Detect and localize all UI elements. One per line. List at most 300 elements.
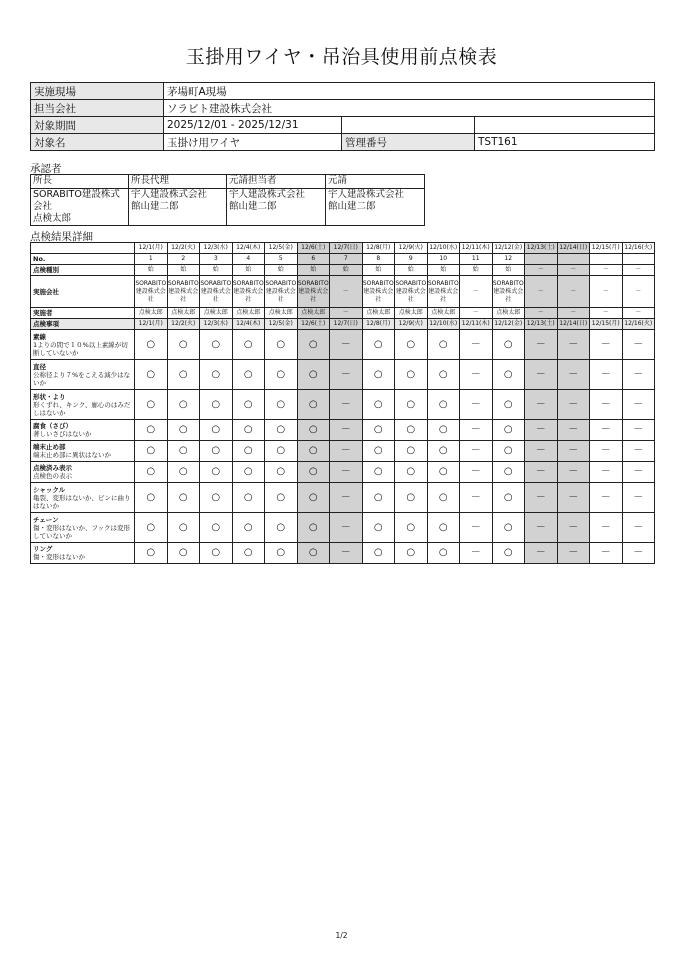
inspector-cell: － <box>525 308 558 319</box>
mark-cell: － <box>460 360 493 390</box>
mgmt-label: 管理番号 <box>342 134 475 151</box>
company-cell: SORABITO建設株式会社 <box>200 276 233 308</box>
company-cell: － <box>330 276 363 308</box>
type-cell: 始 <box>167 265 200 276</box>
mark-cell: ○ <box>265 483 298 513</box>
inspector-cell: 点検太郎 <box>427 308 460 319</box>
inspector-cell: 点検太郎 <box>167 308 200 319</box>
mark-cell: － <box>590 483 623 513</box>
mark-cell: ○ <box>427 390 460 420</box>
mark-cell: ○ <box>200 483 233 513</box>
mark-cell: ○ <box>492 483 525 513</box>
date-cell: 12/2(火) <box>167 319 200 330</box>
mark-cell: ○ <box>297 462 330 483</box>
date-cell: 12/7(日) <box>330 319 363 330</box>
mark-cell: － <box>460 513 493 543</box>
results-row-item <box>31 513 655 543</box>
type-cell: 始 <box>330 265 363 276</box>
date-cell: 12/4(木) <box>232 243 265 254</box>
document-title: 玉掛用ワイヤ・吊治具使用前点検表 <box>185 46 498 68</box>
results-row-item <box>31 390 655 420</box>
type-cell: － <box>622 265 655 276</box>
no-cell: 8 <box>362 254 395 265</box>
mark-cell: ○ <box>492 360 525 390</box>
results-row-item <box>31 420 655 441</box>
mark-cell: ○ <box>265 441 298 462</box>
mark-cell: ○ <box>135 330 168 360</box>
date-cell: 12/9(火) <box>395 243 428 254</box>
company-cell: － <box>460 276 493 308</box>
mark-cell: ○ <box>427 360 460 390</box>
mark-cell: ○ <box>492 420 525 441</box>
mark-cell: ○ <box>297 360 330 390</box>
mark-cell: ○ <box>167 462 200 483</box>
mark-cell: ○ <box>135 462 168 483</box>
mark-cell: ○ <box>200 330 233 360</box>
date-cell: 12/6(土) <box>297 243 330 254</box>
mark-cell: ○ <box>232 330 265 360</box>
item-name: 端末止め部 <box>33 443 66 451</box>
mark-cell: ○ <box>265 420 298 441</box>
mark-cell: ○ <box>167 330 200 360</box>
date-cell: 12/15(月) <box>590 243 623 254</box>
date-cell: 12/8(月) <box>362 319 395 330</box>
mark-cell: ○ <box>297 330 330 360</box>
mark-cell: － <box>590 420 623 441</box>
mark-cell: ○ <box>362 441 395 462</box>
approver-cell-4 <box>326 189 425 226</box>
mark-cell: ○ <box>427 543 460 564</box>
approver-person: 館山建二郎 <box>131 201 179 212</box>
mark-cell: ○ <box>200 441 233 462</box>
mark-cell: － <box>525 462 558 483</box>
mark-cell: ○ <box>265 543 298 564</box>
mark-cell: ○ <box>167 543 200 564</box>
item-name: 直径 <box>33 362 46 371</box>
item-desc: 1よりの間で１０%以上素線が切断していないか <box>33 340 128 357</box>
mark-cell: － <box>622 441 655 462</box>
mark-cell: ○ <box>232 462 265 483</box>
mark-cell: － <box>330 360 363 390</box>
date-cell: 12/11(木) <box>460 243 493 254</box>
results-row-item <box>31 543 655 564</box>
company-cell: SORABITO建設株式会社 <box>395 276 428 308</box>
mark-cell: ○ <box>232 441 265 462</box>
page-number: 1/2 <box>335 931 348 940</box>
item-name: リング <box>33 545 53 553</box>
mark-cell: ○ <box>232 513 265 543</box>
item-desc: 端末止め部に異状はないか <box>33 451 111 459</box>
mgmt-value: TST161 <box>475 134 655 151</box>
period-empty-2 <box>475 117 655 134</box>
mark-cell: ○ <box>200 543 233 564</box>
mark-cell: ○ <box>200 420 233 441</box>
mark-cell: ○ <box>297 543 330 564</box>
mark-cell: ○ <box>395 360 428 390</box>
date-cell: 12/1(月) <box>135 319 168 330</box>
inspector-cell: － <box>557 308 590 319</box>
date-cell: 12/2(火) <box>167 243 200 254</box>
type-cell: 始 <box>297 265 330 276</box>
mark-cell: － <box>590 462 623 483</box>
company-cell: SORABITO建設株式会社 <box>232 276 265 308</box>
mark-cell: － <box>330 420 363 441</box>
item-name: シャックル <box>33 485 66 494</box>
mark-cell: ○ <box>297 390 330 420</box>
type-cell: 始 <box>395 265 428 276</box>
company-cell: SORABITO建設株式会社 <box>167 276 200 308</box>
period-value: 2025/12/01 - 2025/12/31 <box>164 117 342 134</box>
mark-cell: ○ <box>167 360 200 390</box>
item-label <box>31 483 135 513</box>
mark-cell: ○ <box>297 513 330 543</box>
item-label <box>31 513 135 543</box>
mark-cell: ○ <box>362 420 395 441</box>
mark-cell: － <box>330 513 363 543</box>
period-empty-1 <box>342 117 475 134</box>
mark-cell: － <box>330 441 363 462</box>
item-name: 点検済み表示 <box>33 464 72 472</box>
type-cell: 始 <box>362 265 395 276</box>
date-cell: 12/4(木) <box>232 319 265 330</box>
mark-cell: ○ <box>395 543 428 564</box>
target-label: 対象名 <box>31 134 164 151</box>
approver-person: 館山建二郎 <box>328 201 376 212</box>
mark-cell: ○ <box>492 543 525 564</box>
mark-cell: － <box>330 462 363 483</box>
approver-cell-2 <box>129 189 227 226</box>
mark-cell: － <box>622 543 655 564</box>
mark-cell: － <box>590 513 623 543</box>
type-cell: 始 <box>200 265 233 276</box>
company-cell: SORABITO建設株式会社 <box>265 276 298 308</box>
row-label: 実施会社 <box>31 276 135 308</box>
mark-cell: － <box>557 483 590 513</box>
mark-cell: ○ <box>135 543 168 564</box>
mark-cell: ○ <box>265 462 298 483</box>
type-cell: 始 <box>265 265 298 276</box>
no-cell: 12 <box>492 254 525 265</box>
inspector-cell: 点検太郎 <box>395 308 428 319</box>
item-desc: 傷・変形はないか、フックは変形していないか <box>33 523 131 540</box>
type-cell: － <box>590 265 623 276</box>
company-value: ソラビト建設株式会社 <box>164 100 655 117</box>
mark-cell: ○ <box>135 360 168 390</box>
mark-cell: ○ <box>395 441 428 462</box>
mark-cell: ○ <box>427 420 460 441</box>
mark-cell: ○ <box>167 390 200 420</box>
results-row-item <box>31 330 655 360</box>
inspector-cell: 点検太郎 <box>200 308 233 319</box>
mark-cell: ○ <box>265 390 298 420</box>
mark-cell: － <box>525 420 558 441</box>
no-cell <box>557 254 590 265</box>
type-cell: 始 <box>135 265 168 276</box>
mark-cell: － <box>330 390 363 420</box>
item-desc: 点検色の表示 <box>33 472 72 480</box>
mark-cell: － <box>557 390 590 420</box>
mark-cell: － <box>330 330 363 360</box>
mark-cell: ○ <box>395 513 428 543</box>
results-row-company <box>31 276 655 308</box>
mark-cell: ○ <box>362 462 395 483</box>
date-cell: 12/10(水) <box>427 319 460 330</box>
company-cell: SORABITO建設株式会社 <box>135 276 168 308</box>
mark-cell: － <box>557 360 590 390</box>
row-label: No. <box>31 254 135 265</box>
mark-cell: ○ <box>492 441 525 462</box>
date-cell: 12/16(火) <box>622 319 655 330</box>
company-cell: SORABITO建設株式会社 <box>297 276 330 308</box>
results-row-no <box>31 254 655 265</box>
row-label: 点検事項 <box>31 319 135 330</box>
mark-cell: － <box>557 420 590 441</box>
inspector-cell: 点検太郎 <box>297 308 330 319</box>
mark-cell: ○ <box>265 360 298 390</box>
mark-cell: ○ <box>135 441 168 462</box>
mark-cell: － <box>590 360 623 390</box>
mark-cell: ○ <box>427 462 460 483</box>
mark-cell: ○ <box>362 543 395 564</box>
mark-cell: － <box>460 543 493 564</box>
results-row-type <box>31 265 655 276</box>
mark-cell: － <box>525 441 558 462</box>
mark-cell: － <box>622 513 655 543</box>
mark-cell: ○ <box>200 513 233 543</box>
mark-cell: ○ <box>232 483 265 513</box>
date-cell: 12/16(火) <box>622 243 655 254</box>
mark-cell: － <box>330 483 363 513</box>
date-cell: 12/12(金) <box>492 243 525 254</box>
mark-cell: ○ <box>395 420 428 441</box>
no-cell: 2 <box>167 254 200 265</box>
mark-cell: ○ <box>200 360 233 390</box>
date-cell: 12/9(火) <box>395 319 428 330</box>
mark-cell: － <box>460 483 493 513</box>
type-cell: 始 <box>232 265 265 276</box>
mark-cell: － <box>590 543 623 564</box>
results-row-items-header <box>31 319 655 330</box>
mark-cell: ○ <box>135 390 168 420</box>
date-cell: 12/6(土) <box>297 319 330 330</box>
mark-cell: － <box>460 462 493 483</box>
mark-cell: － <box>622 462 655 483</box>
type-cell: 始 <box>427 265 460 276</box>
approvers-section-title: 承認者 <box>30 163 62 175</box>
mark-cell: ○ <box>167 420 200 441</box>
date-cell: 12/5(金) <box>265 243 298 254</box>
mark-cell: ○ <box>200 462 233 483</box>
mark-cell: ○ <box>297 483 330 513</box>
mark-cell: ○ <box>395 330 428 360</box>
results-row-item <box>31 462 655 483</box>
no-cell: 9 <box>395 254 428 265</box>
mark-cell: ○ <box>395 390 428 420</box>
date-cell: 12/13(土) <box>525 319 558 330</box>
company-cell: SORABITO建設株式会社 <box>427 276 460 308</box>
mark-cell: ○ <box>232 360 265 390</box>
results-row-dates <box>31 243 655 254</box>
item-label <box>31 462 135 483</box>
mark-cell: ○ <box>395 462 428 483</box>
company-cell: － <box>590 276 623 308</box>
approver-company: 宇人建設株式会社 <box>131 189 208 200</box>
company-cell: － <box>622 276 655 308</box>
type-cell: － <box>557 265 590 276</box>
inspector-cell: 点検太郎 <box>232 308 265 319</box>
item-name: チェーン <box>33 515 59 524</box>
date-cell: 12/14(日) <box>557 319 590 330</box>
inspector-cell: 点検太郎 <box>135 308 168 319</box>
date-cell: 12/11(木) <box>460 319 493 330</box>
mark-cell: － <box>557 330 590 360</box>
mark-cell: － <box>590 330 623 360</box>
date-cell: 12/5(金) <box>265 319 298 330</box>
item-desc: 形くずれ、キンク、廊心のはみだしはないか <box>33 400 131 417</box>
company-cell: SORABITO建設株式会社 <box>492 276 525 308</box>
approver-company: 宇人建設株式会社 <box>229 189 306 200</box>
corner-cell <box>31 243 135 254</box>
item-name: 素線 <box>33 332 46 341</box>
date-cell: 12/15(月) <box>590 319 623 330</box>
no-cell: 10 <box>427 254 460 265</box>
mark-cell: － <box>525 513 558 543</box>
mark-cell: ○ <box>232 543 265 564</box>
approver-header-3: 元請担当者 <box>227 175 326 189</box>
inspector-cell: － <box>330 308 363 319</box>
date-cell: 12/10(水) <box>427 243 460 254</box>
mark-cell: － <box>525 543 558 564</box>
no-cell: 3 <box>200 254 233 265</box>
no-cell: 6 <box>297 254 330 265</box>
mark-cell: － <box>557 462 590 483</box>
date-cell: 12/7(日) <box>330 243 363 254</box>
mark-cell: ○ <box>492 462 525 483</box>
mark-cell: － <box>330 543 363 564</box>
date-cell: 12/3(水) <box>200 319 233 330</box>
mark-cell: ○ <box>135 420 168 441</box>
approver-header-2: 所長代理 <box>129 175 227 189</box>
date-cell: 12/12(金) <box>492 319 525 330</box>
mark-cell: ○ <box>492 330 525 360</box>
mark-cell: ○ <box>135 513 168 543</box>
mark-cell: ○ <box>297 441 330 462</box>
mark-cell: ○ <box>492 513 525 543</box>
inspector-cell: 点検太郎 <box>362 308 395 319</box>
no-cell: 11 <box>460 254 493 265</box>
mark-cell: － <box>460 390 493 420</box>
item-name: 形状・より <box>33 392 66 401</box>
no-cell <box>622 254 655 265</box>
results-section-title: 点検結果詳細 <box>30 231 93 243</box>
approver-person: 点検太郎 <box>33 213 72 224</box>
approver-header-4: 元請 <box>326 175 425 189</box>
mark-cell: ○ <box>427 330 460 360</box>
approver-company: SORABITO建設株式会社 <box>33 189 120 212</box>
date-cell: 12/13(土) <box>525 243 558 254</box>
mark-cell: ○ <box>427 441 460 462</box>
mark-cell: － <box>557 513 590 543</box>
results-row-item <box>31 483 655 513</box>
site-value: 茅場町A現場 <box>164 83 655 100</box>
inspector-cell: － <box>622 308 655 319</box>
inspector-cell: － <box>460 308 493 319</box>
mark-cell: － <box>525 390 558 420</box>
site-label: 実施現場 <box>31 83 164 100</box>
target-value: 玉掛け用ワイヤ <box>164 134 342 151</box>
results-row-inspector <box>31 308 655 319</box>
inspector-cell: － <box>590 308 623 319</box>
inspector-cell: 点検太郎 <box>492 308 525 319</box>
no-cell <box>590 254 623 265</box>
mark-cell: ○ <box>135 483 168 513</box>
row-label: 実施者 <box>31 308 135 319</box>
mark-cell: － <box>557 441 590 462</box>
mark-cell: ○ <box>427 513 460 543</box>
mark-cell: ○ <box>427 483 460 513</box>
mark-cell: ○ <box>297 420 330 441</box>
mark-cell: － <box>590 390 623 420</box>
mark-cell: ○ <box>232 390 265 420</box>
mark-cell: ○ <box>395 483 428 513</box>
mark-cell: － <box>622 390 655 420</box>
mark-cell: ○ <box>265 330 298 360</box>
date-cell: 12/14(日) <box>557 243 590 254</box>
no-cell <box>525 254 558 265</box>
results-table <box>30 242 655 564</box>
mark-cell: － <box>460 330 493 360</box>
mark-cell: ○ <box>167 483 200 513</box>
mark-cell: ○ <box>232 420 265 441</box>
approver-cell-1 <box>31 189 129 226</box>
date-cell: 12/1(月) <box>135 243 168 254</box>
item-label <box>31 330 135 360</box>
mark-cell: － <box>460 441 493 462</box>
item-label <box>31 420 135 441</box>
mark-cell: － <box>622 360 655 390</box>
mark-cell: － <box>622 420 655 441</box>
results-row-item <box>31 360 655 390</box>
item-label <box>31 441 135 462</box>
approver-company: 宇人建設株式会社 <box>328 189 405 200</box>
item-desc: 亀裂、変形はないか、ピンに曲りはないか <box>33 493 131 510</box>
info-table <box>30 82 655 151</box>
company-cell: － <box>557 276 590 308</box>
mark-cell: ○ <box>362 483 395 513</box>
company-label: 担当会社 <box>31 100 164 117</box>
date-cell: 12/8(月) <box>362 243 395 254</box>
type-cell: 始 <box>492 265 525 276</box>
mark-cell: － <box>557 543 590 564</box>
row-label: 点検種別 <box>31 265 135 276</box>
company-cell: － <box>525 276 558 308</box>
mark-cell: ○ <box>362 360 395 390</box>
period-label: 対象期間 <box>31 117 164 134</box>
mark-cell: ○ <box>362 330 395 360</box>
mark-cell: － <box>460 420 493 441</box>
mark-cell: － <box>525 483 558 513</box>
mark-cell: ○ <box>167 513 200 543</box>
item-label <box>31 390 135 420</box>
mark-cell: ○ <box>167 441 200 462</box>
type-cell: － <box>525 265 558 276</box>
mark-cell: － <box>622 483 655 513</box>
mark-cell: ○ <box>200 390 233 420</box>
mark-cell: － <box>525 360 558 390</box>
company-cell: SORABITO建設株式会社 <box>362 276 395 308</box>
mark-cell: ○ <box>362 390 395 420</box>
no-cell: 4 <box>232 254 265 265</box>
